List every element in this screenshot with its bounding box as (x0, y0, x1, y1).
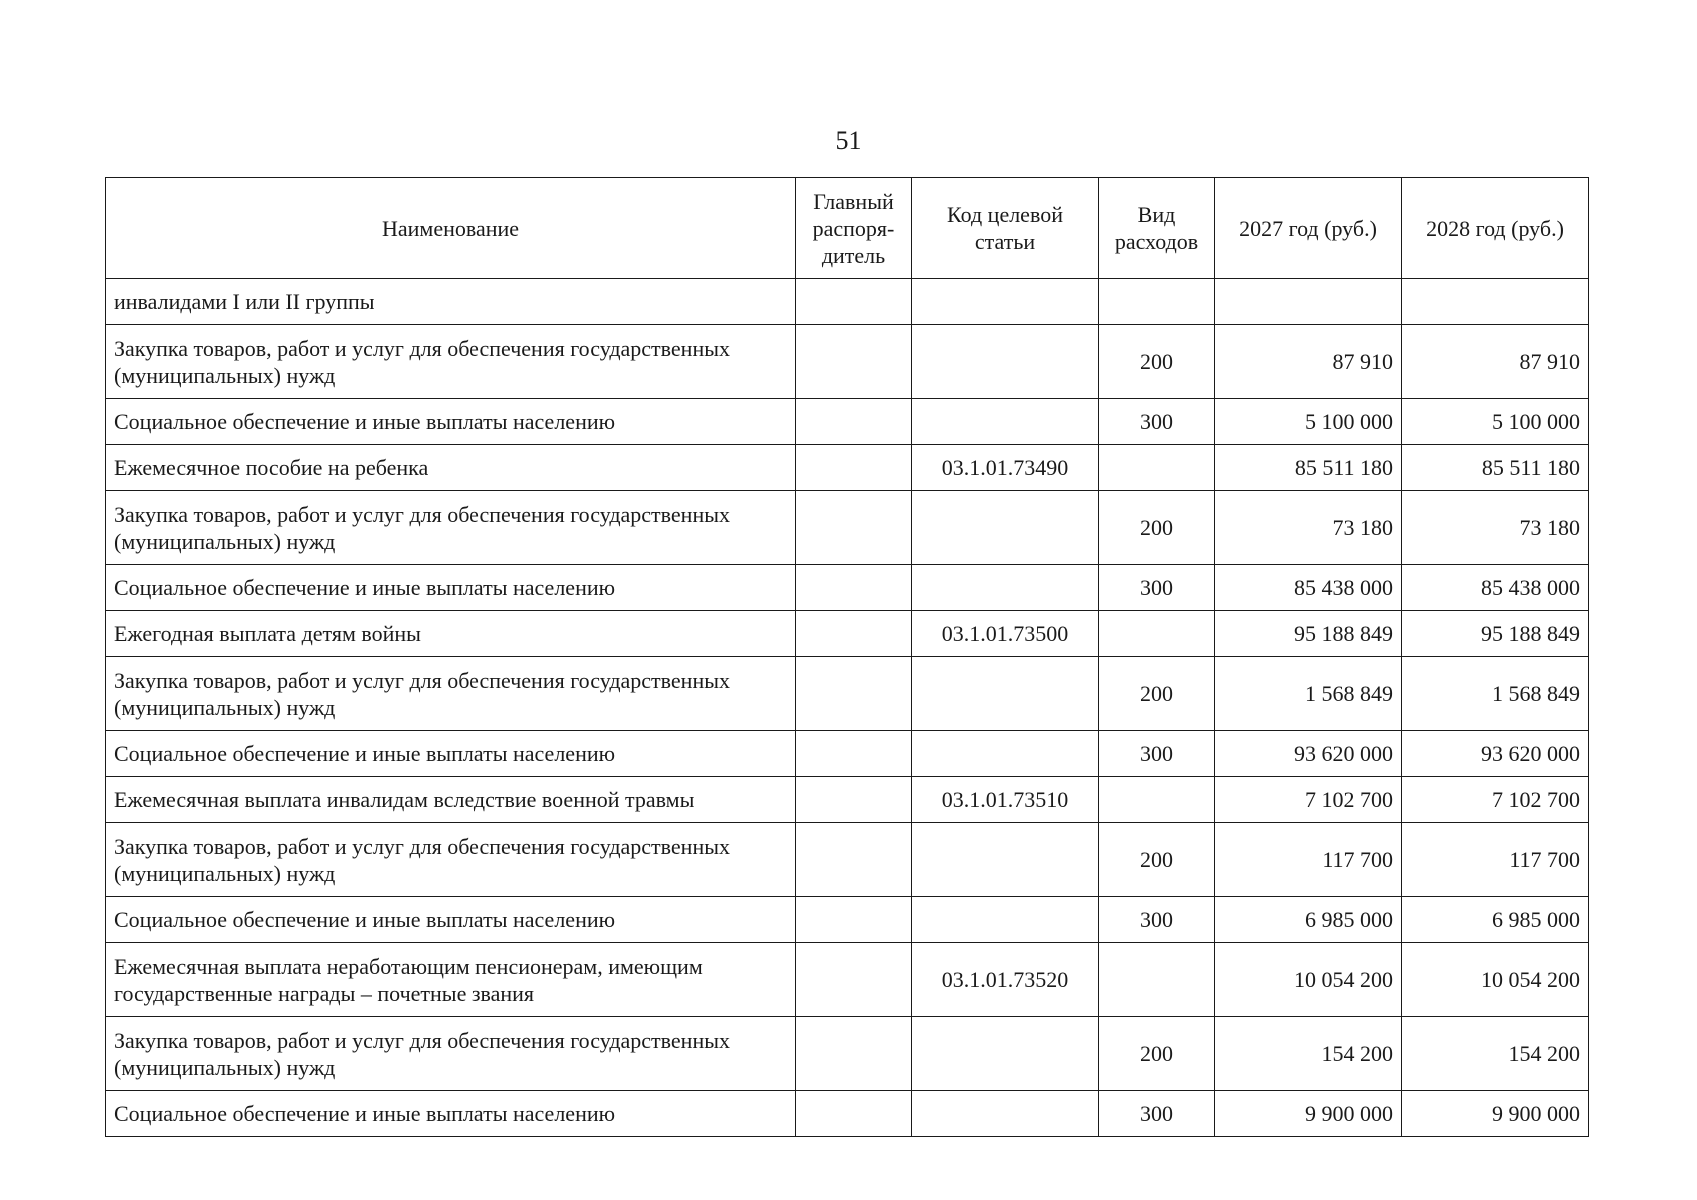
cell-type (1099, 777, 1215, 823)
cell-2027: 9 900 000 (1215, 1091, 1402, 1137)
cell-2028: 10 054 200 (1402, 943, 1589, 1017)
cell-code (912, 1091, 1099, 1137)
header-name: Наименование (106, 178, 796, 279)
cell-2028: 85 438 000 (1402, 565, 1589, 611)
header-manager: Главный распоря-дитель (796, 178, 912, 279)
cell-name: Ежегодная выплата детям войны (106, 611, 796, 657)
cell-2027: 85 438 000 (1215, 565, 1402, 611)
table-row (106, 565, 1589, 611)
table-row (106, 657, 1589, 731)
cell-name: Социальное обеспечение и иные выплаты населению (106, 731, 796, 777)
cell-manager (796, 1017, 912, 1091)
cell-type: 300 (1099, 399, 1215, 445)
cell-2028: 87 910 (1402, 325, 1589, 399)
cell-manager (796, 1091, 912, 1137)
table-row (106, 491, 1589, 565)
table-row (106, 1091, 1589, 1137)
cell-type: 200 (1099, 657, 1215, 731)
cell-2028: 93 620 000 (1402, 731, 1589, 777)
cell-2027: 85 511 180 (1215, 445, 1402, 491)
table-row (106, 731, 1589, 777)
cell-type (1099, 611, 1215, 657)
cell-type: 200 (1099, 491, 1215, 565)
cell-2028: 7 102 700 (1402, 777, 1589, 823)
cell-type: 300 (1099, 1091, 1215, 1137)
cell-code (912, 325, 1099, 399)
cell-name: Закупка товаров, работ и услуг для обеспечения государственных (муниципальных) нужд (106, 491, 796, 565)
cell-type: 300 (1099, 897, 1215, 943)
cell-manager (796, 399, 912, 445)
table-row (106, 897, 1589, 943)
cell-type: 300 (1099, 731, 1215, 777)
cell-name: Закупка товаров, работ и услуг для обеспечения государственных (муниципальных) нужд (106, 823, 796, 897)
cell-2027: 154 200 (1215, 1017, 1402, 1091)
cell-2027: 87 910 (1215, 325, 1402, 399)
header-year-2027: 2027 год (руб.) (1215, 178, 1402, 279)
cell-type (1099, 445, 1215, 491)
budget-table (105, 177, 1589, 1137)
cell-manager (796, 279, 912, 325)
table-header-row (106, 178, 1589, 279)
header-target-code: Код целевой статьи (912, 178, 1099, 279)
cell-code (912, 657, 1099, 731)
cell-manager (796, 611, 912, 657)
table-row (106, 325, 1589, 399)
cell-manager (796, 777, 912, 823)
cell-type: 200 (1099, 823, 1215, 897)
cell-name: Социальное обеспечение и иные выплаты населению (106, 897, 796, 943)
cell-2027: 117 700 (1215, 823, 1402, 897)
cell-2028: 117 700 (1402, 823, 1589, 897)
cell-2028: 6 985 000 (1402, 897, 1589, 943)
cell-code (912, 399, 1099, 445)
cell-2028: 95 188 849 (1402, 611, 1589, 657)
cell-manager (796, 491, 912, 565)
header-expense-type: Вид расходов (1099, 178, 1215, 279)
cell-manager (796, 565, 912, 611)
cell-2027: 73 180 (1215, 491, 1402, 565)
table-row (106, 279, 1589, 325)
cell-manager (796, 731, 912, 777)
cell-manager (796, 823, 912, 897)
page-number: 51 (835, 126, 862, 155)
cell-manager (796, 325, 912, 399)
cell-2027: 1 568 849 (1215, 657, 1402, 731)
cell-type: 200 (1099, 325, 1215, 399)
table-row (106, 445, 1589, 491)
cell-name: инвалидами I или II группы (106, 279, 796, 325)
cell-code (912, 491, 1099, 565)
cell-code (912, 731, 1099, 777)
cell-code (912, 823, 1099, 897)
cell-manager (796, 445, 912, 491)
table-row (106, 943, 1589, 1017)
cell-2028: 9 900 000 (1402, 1091, 1589, 1137)
cell-name: Закупка товаров, работ и услуг для обеспечения государственных (муниципальных) нужд (106, 657, 796, 731)
cell-name: Закупка товаров, работ и услуг для обеспечения государственных (муниципальных) нужд (106, 1017, 796, 1091)
cell-code: 03.1.01.73520 (912, 943, 1099, 1017)
table-row (106, 611, 1589, 657)
cell-2028: 154 200 (1402, 1017, 1589, 1091)
cell-name: Закупка товаров, работ и услуг для обеспечения государственных (муниципальных) нужд (106, 325, 796, 399)
cell-code: 03.1.01.73490 (912, 445, 1099, 491)
header-year-2028: 2028 год (руб.) (1402, 178, 1589, 279)
cell-2028: 85 511 180 (1402, 445, 1589, 491)
cell-code (912, 279, 1099, 325)
cell-manager (796, 943, 912, 1017)
table-row (106, 399, 1589, 445)
cell-2027: 93 620 000 (1215, 731, 1402, 777)
cell-2027: 10 054 200 (1215, 943, 1402, 1017)
cell-manager (796, 657, 912, 731)
cell-code (912, 897, 1099, 943)
cell-2027: 7 102 700 (1215, 777, 1402, 823)
cell-code (912, 1017, 1099, 1091)
cell-2028: 5 100 000 (1402, 399, 1589, 445)
cell-type (1099, 943, 1215, 1017)
cell-type: 200 (1099, 1017, 1215, 1091)
cell-name: Ежемесячное пособие на ребенка (106, 445, 796, 491)
table-row (106, 823, 1589, 897)
cell-manager (796, 897, 912, 943)
cell-name: Социальное обеспечение и иные выплаты населению (106, 399, 796, 445)
cell-code: 03.1.01.73500 (912, 611, 1099, 657)
cell-2028: 1 568 849 (1402, 657, 1589, 731)
cell-type: 300 (1099, 565, 1215, 611)
cell-2028 (1402, 279, 1589, 325)
cell-2027: 5 100 000 (1215, 399, 1402, 445)
cell-code (912, 565, 1099, 611)
cell-name: Ежемесячная выплата неработающим пенсионерам, имеющим государственные награды – почетные звания (106, 943, 796, 1017)
cell-2028: 73 180 (1402, 491, 1589, 565)
cell-code: 03.1.01.73510 (912, 777, 1099, 823)
cell-name: Социальное обеспечение и иные выплаты населению (106, 1091, 796, 1137)
cell-name: Социальное обеспечение и иные выплаты населению (106, 565, 796, 611)
cell-2027 (1215, 279, 1402, 325)
cell-2027: 6 985 000 (1215, 897, 1402, 943)
table-row (106, 1017, 1589, 1091)
cell-type (1099, 279, 1215, 325)
cell-2027: 95 188 849 (1215, 611, 1402, 657)
cell-name: Ежемесячная выплата инвалидам вследствие военной травмы (106, 777, 796, 823)
table-row (106, 777, 1589, 823)
